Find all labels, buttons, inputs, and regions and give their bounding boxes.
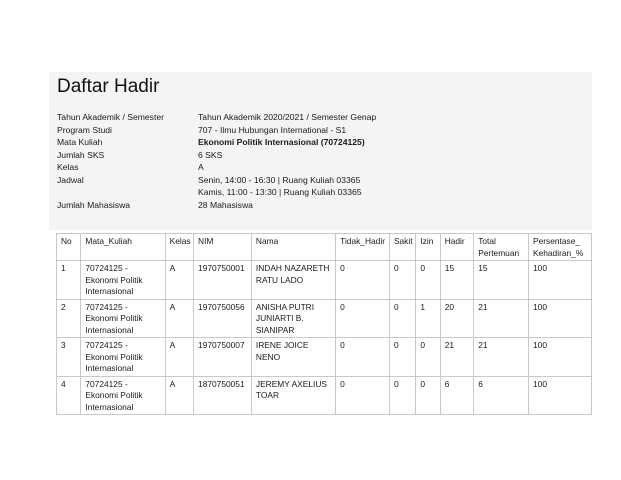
column-header: Nama [251,234,335,261]
table-cell: A [165,261,193,300]
info-value: 707 - Ilmu Hubungan International - S1 [198,124,347,135]
info-key: Tahun Akademik / Semester [57,112,164,122]
info-value: 28 Mahasiswa [198,199,253,210]
info-value: 6 SKS [198,149,223,160]
info-key: Mata Kuliah [57,137,103,147]
column-header: Hadir [440,234,474,261]
table-cell: 15 [474,261,529,300]
column-header: Izin [416,234,440,261]
info-key [57,186,198,199]
table-cell: 1 [416,299,440,338]
info-value: Tahun Akademik 2020/2021 / Semester Genap [198,112,377,122]
table-cell: IRENE JOICE NENO [251,338,335,377]
info-row [57,136,498,149]
info-key: Kelas [57,162,79,172]
info-row [57,111,498,124]
table-cell: 0 [336,376,390,415]
info-value: A [198,162,204,172]
table-cell: A [165,338,193,377]
table-cell: 0 [389,299,415,338]
info-value: Kamis, 11:00 - 13:30 | Ruang Kuliah 03365 [198,187,362,197]
info-row [57,199,498,212]
column-header: Total Pertemuan [474,234,529,261]
table-cell: A [165,299,193,338]
page-title: Daftar Hadir [57,76,160,97]
table-cell: 6 [474,376,529,415]
info-row [57,161,498,174]
info-value: Ekonomi Politik Internasional (70724125) [198,137,365,147]
table-cell: 70724125 - Ekonomi Politik Internasional [81,261,165,300]
table-row [57,299,592,338]
info-key: Jumlah Mahasiswa [57,199,131,210]
info-key: Jumlah SKS [57,149,105,160]
table-cell: A [165,376,193,415]
info-key: Program Studi [57,124,112,135]
table-cell: 70724125 - Ekonomi Politik Internasional [81,376,165,415]
table-row [57,261,592,300]
table-cell: 21 [474,338,529,377]
info-value: Senin, 14:00 - 16:30 | Ruang Kuliah 03365 [198,174,361,185]
table-cell: 15 [440,261,474,300]
table-cell: 0 [336,338,390,377]
table-cell: 21 [474,299,529,338]
column-header: Kelas [165,234,193,261]
table-cell: 1870750051 [194,376,252,415]
column-header: Tidak_Hadir [336,234,390,261]
table-cell: 0 [336,261,390,300]
table-cell: 1970750001 [194,261,252,300]
table-cell: 100 [529,376,592,415]
table-cell: 0 [389,376,415,415]
table-cell: 0 [336,299,390,338]
table-cell: 0 [416,261,440,300]
table-cell: 1 [57,261,81,300]
table-cell: 6 [440,376,474,415]
info-row [57,174,498,187]
table-cell: 1970750056 [194,299,252,338]
table-header-row [57,234,592,261]
column-header: NIM [194,234,252,261]
course-info [57,111,498,211]
column-header: Sakit [389,234,415,261]
table-cell: 70724125 - Ekonomi Politik Internasional [81,338,165,377]
attendance-table [56,233,592,415]
table-cell: JEREMY AXELIUS TOAR [251,376,335,415]
table-cell: 3 [57,338,81,377]
table-cell: 0 [389,261,415,300]
column-header: Mata_Kuliah [81,234,165,261]
table-cell: 0 [416,376,440,415]
info-row [57,124,498,137]
table-cell: 0 [389,338,415,377]
table-cell: 100 [529,261,592,300]
table-cell: 70724125 - Ekonomi Politik Internasional [81,299,165,338]
info-row [57,149,498,162]
column-header: No [57,234,81,261]
info-key: Jadwal [57,174,84,185]
table-cell: 21 [440,338,474,377]
table-cell: 2 [57,299,81,338]
table-cell: 1970750007 [194,338,252,377]
table-cell: 100 [529,338,592,377]
table-cell: 20 [440,299,474,338]
column-header: Persentase_ Kehadiran_% [529,234,592,261]
table-cell: 4 [57,376,81,415]
table-cell: 0 [416,338,440,377]
table-cell: ANISHA PUTRI JUNIARTI B. SIANIPAR [251,299,335,338]
info-row [57,186,498,199]
table-cell: 100 [529,299,592,338]
table-row [57,338,592,377]
table-cell: INDAH NAZARETH RATU LADO [251,261,335,300]
table-row [57,376,592,415]
